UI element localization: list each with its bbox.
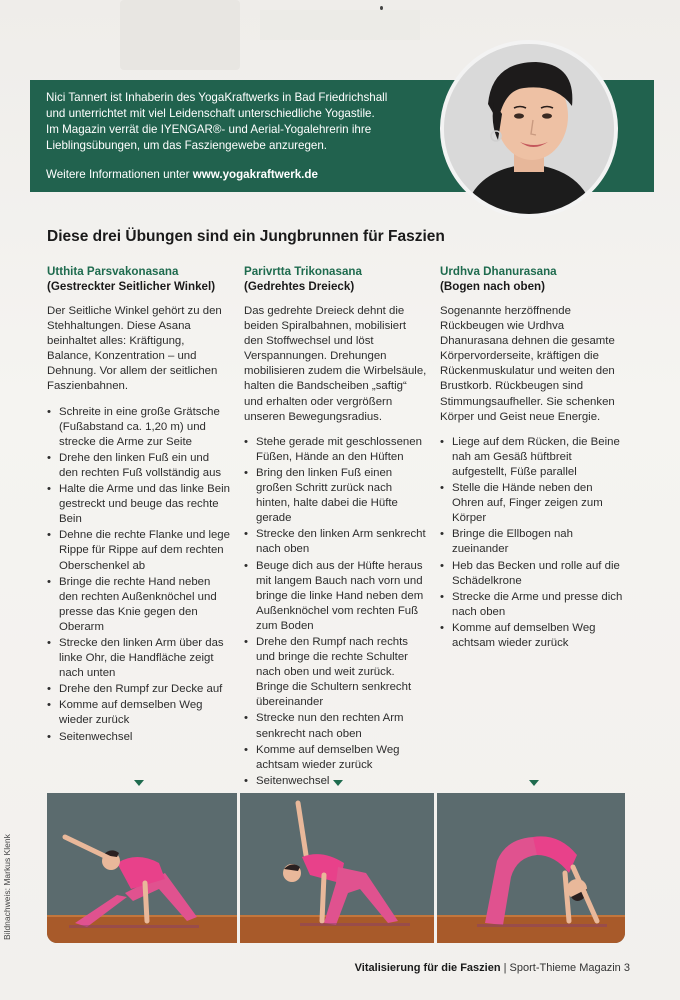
exercise-step: • Komme auf demselben Weg achtsam wieder zurück: [440, 621, 624, 651]
exercise-step: • Dehne die rechte Flanke und lege Rippe für Rippe auf dem rechten Oberschenkel ab: [47, 528, 231, 573]
photo-credit: Bildnachweis: Markus Klenk: [2, 834, 12, 940]
exercise-step: • Liege auf dem Rücken, die Beine nah am Gesäß hüftbreit aufgestellt, Füße parallel: [440, 435, 624, 480]
exercise-title: Parivrtta Trikonasana: [244, 265, 362, 278]
pose-revolved-triangle-illustration: [240, 793, 434, 943]
exercise-intro: Das gedrehte Dreieck dehnt die beiden Spiralbahnen, mobilisiert den Stoffwechsel und löst Verspannungen. Drehungen mobilisieren zudem die Wirbelsäule, halten die Bandscheiben „saftig“ und erhalten oder vergrößern unseren Bewegungsradius.: [244, 305, 427, 423]
exercise-step: • Strecke die Arme und presse dich nach oben: [440, 590, 624, 620]
exercise-intro: Der Seitliche Winkel gehört zu den Stehhaltungen. Diese Asana beinhaltet alles: Kräftigung, Balance, Konzentration – und Dehnung. Vor allem der seitlichen Faszienbahnen.: [47, 305, 222, 393]
exercise-step: • Komme auf demselben Weg wieder zurück: [47, 698, 231, 728]
exercise-steps: [244, 435, 428, 789]
author-info-line: und unterrichtet mit viel Leidenschaft unterschiedliche Yogastile.: [46, 107, 375, 120]
exercise-step: • Seitenwechsel: [244, 774, 428, 789]
author-info-text: [46, 90, 446, 183]
exercise-column-1: [47, 264, 231, 746]
exercise-intro: Sogenannte herzöffnende Rückbeugen wie Urdhva Dhanurasana dehnen die gesamte Körpervorderseite, kräftigen die Rückenmuskulatur und weiten den Brustkorb. Rückbeugen sind Stimmungsaufheller. Sie schenken Körper und Geist neue Energie.: [440, 305, 615, 423]
footer-magazine: Sport-Thieme Magazin: [509, 962, 621, 974]
exercise-step: • Beuge dich aus der Hüfte heraus mit langem Bauch nach vorn und bringe die linke Hand neben dem Außenknöchel vom rechten Fuß zum Boden: [244, 559, 428, 634]
pose-upward-bow-illustration: [437, 793, 625, 943]
more-info-line: [46, 167, 446, 183]
exercise-step: • Drehe den Rumpf zur Decke auf: [47, 682, 231, 697]
author-portrait: [440, 40, 618, 218]
author-portrait-illustration: [444, 44, 614, 214]
exercise-step: • Strecke nun den rechten Arm senkrecht nach oben: [244, 711, 428, 741]
arrow-down-icon: [529, 780, 539, 786]
pose-side-angle-illustration: [47, 793, 237, 943]
exercise-step: • Stelle die Hände neben den Ohren auf, Finger zeigen zum Körper: [440, 481, 624, 526]
exercise-step: • Komme auf demselben Weg achtsam wieder zurück: [244, 743, 428, 773]
background-print-through: [260, 10, 420, 40]
footer-separator: |: [500, 962, 510, 974]
exercise-step: • Stehe gerade mit geschlossenen Füßen, Hände an den Hüften: [244, 435, 428, 465]
author-info-line: Lieblingsübungen, um das Fasziengewebe anzuregen.: [46, 139, 328, 152]
website-link[interactable]: www.yogakraftwerk.de: [192, 168, 318, 181]
section-headline: Diese drei Übungen sind ein Jungbrunnen für Faszien: [47, 228, 445, 245]
exercise-step: • Seitenwechsel: [47, 730, 231, 745]
exercise-step: • Drehe den Rumpf nach rechts und bringe die rechte Schulter nach oben und weit zurück. Bringe die Schultern senkrecht übereinander: [244, 635, 428, 710]
exercise-step: • Strecke den linken Arm über das linke Ohr, die Handfläche zeigt nach unten: [47, 636, 231, 681]
exercise-column-3: [440, 264, 624, 652]
page-number: 3: [623, 962, 630, 974]
photo-parsvakonasana: [47, 793, 237, 943]
exercise-step: • Bring den linken Fuß einen großen Schritt zurück nach hinten, halte dabei die Hüfte gerade: [244, 466, 428, 526]
exercise-photos: [47, 793, 625, 943]
exercise-step: • Halte die Arme und das linke Bein gestreckt und beuge das rechte Bein: [47, 482, 231, 527]
exercise-column-2: [244, 264, 428, 790]
arrow-down-icon: [134, 780, 144, 786]
page-footer: [355, 962, 630, 974]
exercise-step: • Bringe die rechte Hand neben den rechten Außenknöchel und presse das Knie gegen den Oberarm: [47, 575, 231, 635]
exercise-title: Urdhva Dhanurasana: [440, 265, 557, 278]
exercise-subtitle: (Gedrehtes Dreieck): [244, 280, 355, 293]
footer-title: Vitalisierung für die Faszien: [354, 962, 501, 974]
exercise-title: Utthita Parsvakonasana: [47, 265, 179, 278]
exercise-step: • Drehe den linken Fuß ein und den rechten Fuß vollständig aus: [47, 451, 231, 481]
paper-speck: [380, 6, 383, 10]
exercise-subtitle: (Bogen nach oben): [440, 280, 545, 293]
exercise-steps: [47, 405, 231, 745]
exercise-step: • Strecke den linken Arm senkrecht nach oben: [244, 527, 428, 557]
photo-trikonasana: [240, 793, 434, 943]
exercise-step: • Bringe die Ellbogen nah zueinander: [440, 527, 624, 557]
exercise-step: • Heb das Becken und rolle auf die Schädelkrone: [440, 559, 624, 589]
more-info-prefix: Weitere Informationen unter: [46, 168, 193, 181]
exercise-steps: [440, 435, 624, 651]
exercise-step: • Schreite in eine große Grätsche (Fußabstand ca. 1,20 m) und strecke die Arme zur Seite: [47, 405, 231, 450]
exercise-subtitle: (Gestreckter Seitlicher Winkel): [47, 280, 216, 293]
photo-dhanurasana: [437, 793, 625, 943]
arrow-down-icon: [333, 780, 343, 786]
background-print-through: [120, 0, 240, 70]
author-info-line: Im Magazin verrät die IYENGAR®- und Aerial-Yogalehrerin ihre: [46, 123, 372, 136]
author-info-line: Nici Tannert ist Inhaberin des YogaKraftwerks in Bad Friedrichshall: [46, 91, 388, 104]
